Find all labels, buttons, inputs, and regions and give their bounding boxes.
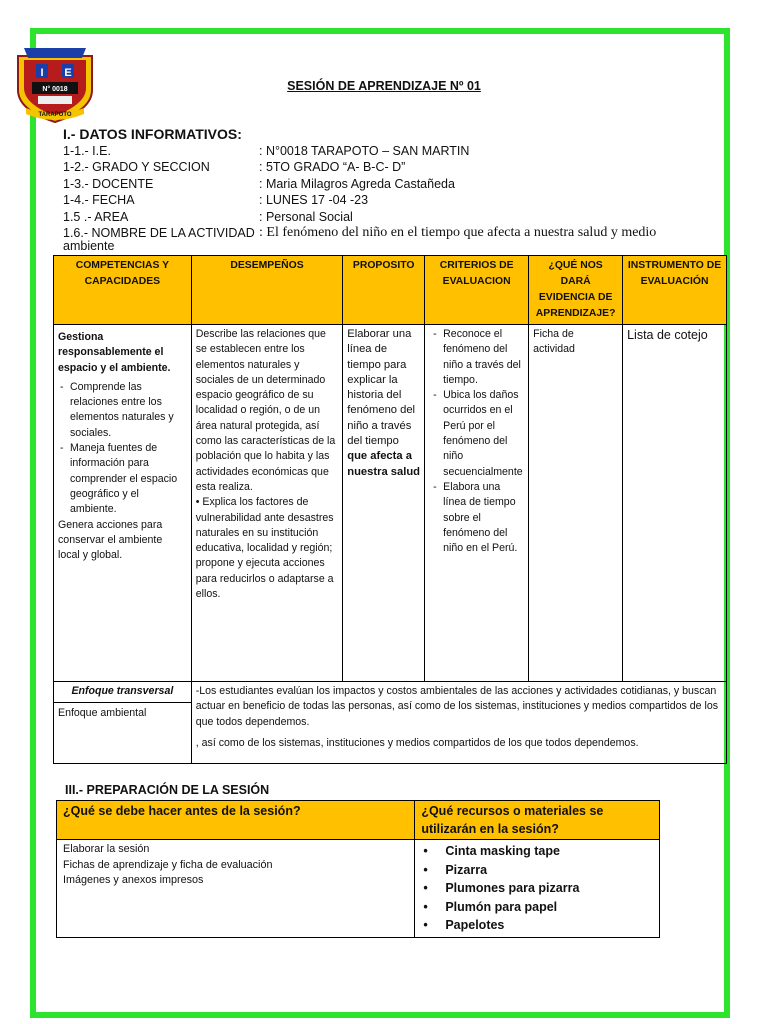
enfoque-title: Enfoque transversal — [54, 682, 191, 703]
datos-heading: I.- DATOS INFORMATIVOS: — [63, 126, 242, 142]
desempeno-text: Describe las relaciones que se establecen entre los elementos naturales y sociales de un determinado espacio geográfico de su localidad o región, o de un área natural protegida, así como las características de la población que lo habita y las actividades económicas que esta realiza. — [195, 328, 336, 493]
enfoque-name: Enfoque ambiental — [58, 707, 147, 719]
competencia-title: Gestiona responsablemente el espacio y el ambiente. — [58, 331, 171, 374]
info-label: 1.5 .- AREA — [63, 209, 129, 224]
datos-informativos — [63, 143, 703, 255]
cell-enfoque-text — [191, 682, 726, 764]
info-row-fecha — [63, 192, 703, 208]
proposito-text: Elaborar una línea de tiempo para explicar la historia del fenómeno del niño a través del tiempo — [347, 328, 416, 448]
info-row-grado — [63, 159, 703, 175]
cell-instrumento: Lista de cotejo — [623, 325, 727, 682]
svg-text:N° 0018: N° 0018 — [42, 86, 68, 93]
preparacion-table — [56, 800, 660, 938]
cell-desempenos — [191, 325, 343, 682]
cell-evidencia: Ficha de actividad — [529, 325, 623, 682]
list-item: Elaborar la sesión — [63, 843, 150, 855]
criterio-item: - Reconoce el fenómeno del niño a través del tiempo. — [443, 327, 524, 388]
info-row-ie — [63, 143, 703, 159]
header-instrumento: INSTRUMENTO DE EVALUACIÓN — [623, 256, 727, 325]
list-item: • Cinta masking tape — [445, 842, 653, 861]
svg-text:I: I — [40, 67, 44, 79]
desempeno-text: • Explica los factores de vulnerabilidad ante desastres naturales en su institución educativa, localidad y región; propone y ejecuta acciones para reducirlos o adaptarse a ellos. — [195, 496, 334, 601]
header-desempenos: DESEMPEÑOS — [191, 256, 343, 325]
svg-text:E: E — [64, 67, 72, 79]
cell-proposito — [343, 325, 425, 682]
info-row-docente — [63, 176, 703, 192]
info-value: : N°0018 TARAPOTO – SAN MARTIN — [259, 144, 470, 158]
info-label: 1-1.- I.E. — [63, 144, 111, 158]
info-label: 1-4.- FECHA — [63, 193, 135, 208]
info-value: : Personal Social — [259, 209, 353, 224]
info-label: 1-3.- DOCENTE — [63, 176, 154, 191]
cell-antes — [57, 840, 415, 938]
table-row — [54, 325, 727, 682]
list-item: Fichas de aprendizaje y ficha de evaluación — [63, 858, 273, 871]
preparacion-header-row — [57, 801, 660, 840]
info-row-actividad — [63, 225, 703, 241]
svg-text:TARAPOTO: TARAPOTO — [38, 112, 72, 118]
table-row — [57, 840, 660, 938]
info-value: : El fenómeno del niño en el tiempo que afecta a nuestra salud y medio — [259, 225, 657, 241]
list-item: • Plumones para pizarra — [445, 879, 653, 898]
info-value: : Maria Milagros Agreda Castañeda — [259, 176, 455, 191]
proposito-bold: que afecta a nuestra salud — [347, 450, 420, 478]
cell-competencias — [54, 325, 192, 682]
preparacion-heading: III.- PREPARACIÓN DE LA SESIÓN — [65, 783, 270, 797]
criterio-item: - Ubica los daños ocurridos en el Perú por el fenómeno del niño secuencialmente — [443, 388, 524, 480]
cell-materiales — [415, 840, 660, 938]
cell-criterios — [425, 325, 529, 682]
criterio-item: - Elabora una línea de tiempo sobre el fenómeno del niño en el Perú. — [443, 480, 524, 556]
info-row-area — [63, 209, 703, 225]
enfoque-description-2: , así como de los sistemas, instituciones y medios compartidos de los que todos dependemos. — [195, 736, 639, 749]
list-item: • Pizarra — [445, 861, 653, 880]
header-proposito: PROPOSITO — [343, 256, 425, 325]
list-item: • Papelotes — [445, 916, 653, 935]
learning-table — [53, 255, 727, 764]
info-label: 1-2.- GRADO Y SECCION — [63, 160, 210, 175]
header-competencias: COMPETENCIAS Y CAPACIDADES — [54, 256, 192, 325]
page-title: SESIÓN DE APRENDIZAJE Nº 01 — [287, 79, 481, 93]
competencia-extra: Genera acciones para conservar el ambiente local y global. — [58, 518, 163, 562]
info-wrap: ambiente — [63, 239, 115, 254]
capacidad-item: - Maneja fuentes de información para comprender el espacio geográfico y el ambiente. — [70, 441, 187, 517]
header-criterios: CRITERIOS DE EVALUACION — [425, 256, 529, 325]
info-value: : 5TO GRADO “A- B-C- D” — [259, 160, 406, 175]
header-evidencia: ¿QUÉ NOS DARÁ EVIDENCIA DE APRENDIZAJE? — [529, 256, 623, 325]
cell-enfoque — [54, 682, 192, 764]
capacidad-item: - Comprende las relaciones entre los elementos naturales y sociales. — [70, 380, 187, 441]
header-antes: ¿Qué se debe hacer antes de la sesión? — [57, 801, 415, 840]
info-value: : LUNES 17 -04 -23 — [259, 193, 369, 208]
header-materiales: ¿Qué recursos o materiales se utilizarán en la sesión? — [415, 801, 660, 840]
table-row-enfoque — [54, 682, 727, 764]
list-item: Imágenes y anexos impresos — [63, 874, 204, 887]
list-item: • Plumón para papel — [445, 898, 653, 917]
enfoque-description: -Los estudiantes evalúan los impactos y costos ambientales de las acciones y actividades cotidianas, y buscan actuar en beneficio de todas las personas, así como de los sistemas, instituciones y medios compartidos de los que todos dependemos. — [195, 685, 719, 728]
info-label: 1.6.- NOMBRE DE LA ACTIVIDAD — [63, 226, 255, 241]
table-header-row — [54, 256, 727, 325]
